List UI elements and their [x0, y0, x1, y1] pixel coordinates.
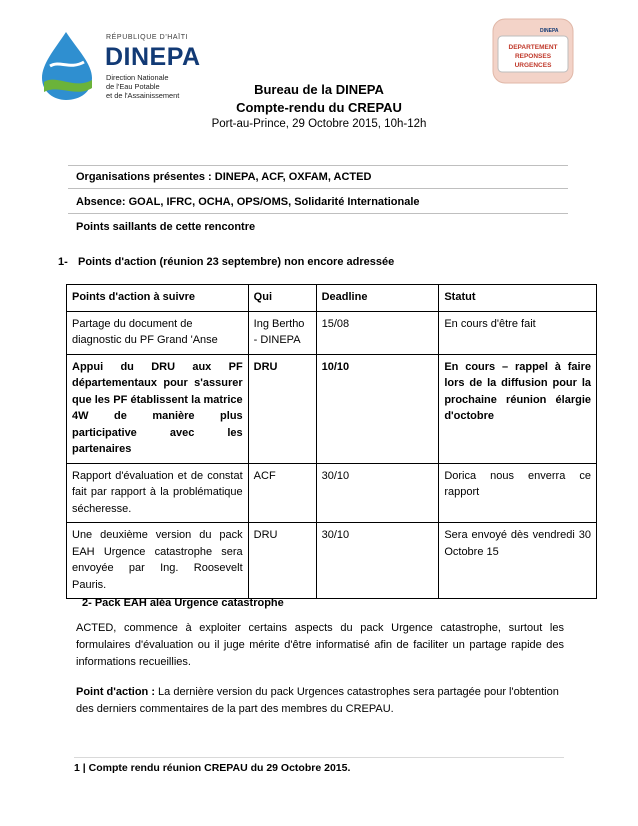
- table-cell: Dorica nous enverra ce rapport: [439, 463, 597, 523]
- table-header: Qui: [248, 285, 316, 312]
- dru-logo: DINEPA DEPARTEMENT REPONSES URGENCES: [492, 18, 574, 84]
- republic-label: RÉPUBLIQUE D'HAÏTI: [106, 34, 189, 41]
- action-table: [66, 284, 597, 599]
- footer-divider: [74, 757, 564, 758]
- table-cell: Rapport d'évaluation et de constat fait par rapport à la problématique sécheresse.: [67, 463, 249, 523]
- brand-name: DINEPA: [105, 43, 201, 71]
- section2-paragraph: ACTED, commence à exploiter certains aspects du pack Urgence catastrophe, surtout les formulaires d'évaluation ou il juge mérite d'être informatisé afin de faciliter un partage rapide des informations recueillies.: [76, 622, 564, 668]
- table-cell: Partage du document de diagnostic du PF Grand 'Anse: [67, 311, 249, 354]
- table-cell: 30/10: [316, 523, 439, 599]
- section1-number: 1-: [58, 256, 68, 268]
- table-header-row: [67, 285, 597, 312]
- action-point: [76, 684, 564, 718]
- section1-title: Points d'action (réunion 23 septembre) non encore adressée: [78, 256, 395, 268]
- divider: [68, 165, 568, 166]
- divider: [68, 188, 568, 189]
- table-cell: Appui du DRU aux PF départementaux pour s'assurer que les PF établissent la matrice 4W de manière plus participative avec les partenaires: [67, 354, 249, 463]
- table-cell: Ing Bertho - DINEPA: [248, 311, 316, 354]
- action-point-label: Point d'action :: [76, 686, 155, 698]
- page-footer: 1 | Compte rendu réunion CREPAU du 29 Octobre 2015.: [74, 762, 351, 774]
- table-header: Statut: [439, 285, 597, 312]
- orgs-present: Organisations présentes : DINEPA, ACF, OXFAM, ACTED: [76, 171, 372, 183]
- table-row: [67, 354, 597, 463]
- doc-title: Bureau de la DINEPA: [254, 82, 384, 97]
- orgs-absent: Absence: GOAL, IFRC, OCHA, OPS/OMS, Solidarité Internationale: [76, 196, 420, 208]
- table-row: [67, 523, 597, 599]
- table-header: Deadline: [316, 285, 439, 312]
- action-point-text: La dernière version du pack Urgences catastrophes sera partagée pour l'obtention des derniers commentaires de la part des membres du CREPAU.: [76, 686, 559, 715]
- doc-subtitle: Compte-rendu du CREPAU: [236, 100, 402, 115]
- divider: [68, 213, 568, 214]
- table-cell: 30/10: [316, 463, 439, 523]
- table-cell: Une deuxième version du pack EAH Urgence catastrophe sera envoyée par Ing. Roosevelt Pauris.: [67, 523, 249, 599]
- table-cell: DRU: [248, 354, 316, 463]
- brand-description: Direction Nationale de l'Eau Potable et de l'Assainissement: [106, 73, 180, 100]
- table-cell: En cours – rappel à faire lors de la diffusion pour la prochaine réunion élargie d'octobre: [439, 354, 597, 463]
- section2-title: 2- Pack EAH aléa Urgence catastrophe: [82, 597, 284, 609]
- table-cell: 15/08: [316, 311, 439, 354]
- points-title: Points saillants de cette rencontre: [76, 221, 256, 233]
- table-cell: Sera envoyé dès vendredi 30 Octobre 15: [439, 523, 597, 599]
- table-cell: En cours d'être fait: [439, 311, 597, 354]
- table-row: [67, 463, 597, 523]
- table-cell: ACF: [248, 463, 316, 523]
- table-cell: DRU: [248, 523, 316, 599]
- table-cell: 10/10: [316, 354, 439, 463]
- doc-place-date: Port-au-Prince, 29 Octobre 2015, 10h-12h: [211, 118, 427, 130]
- table-row: [67, 311, 597, 354]
- table-header: Points d'action à suivre: [67, 285, 249, 312]
